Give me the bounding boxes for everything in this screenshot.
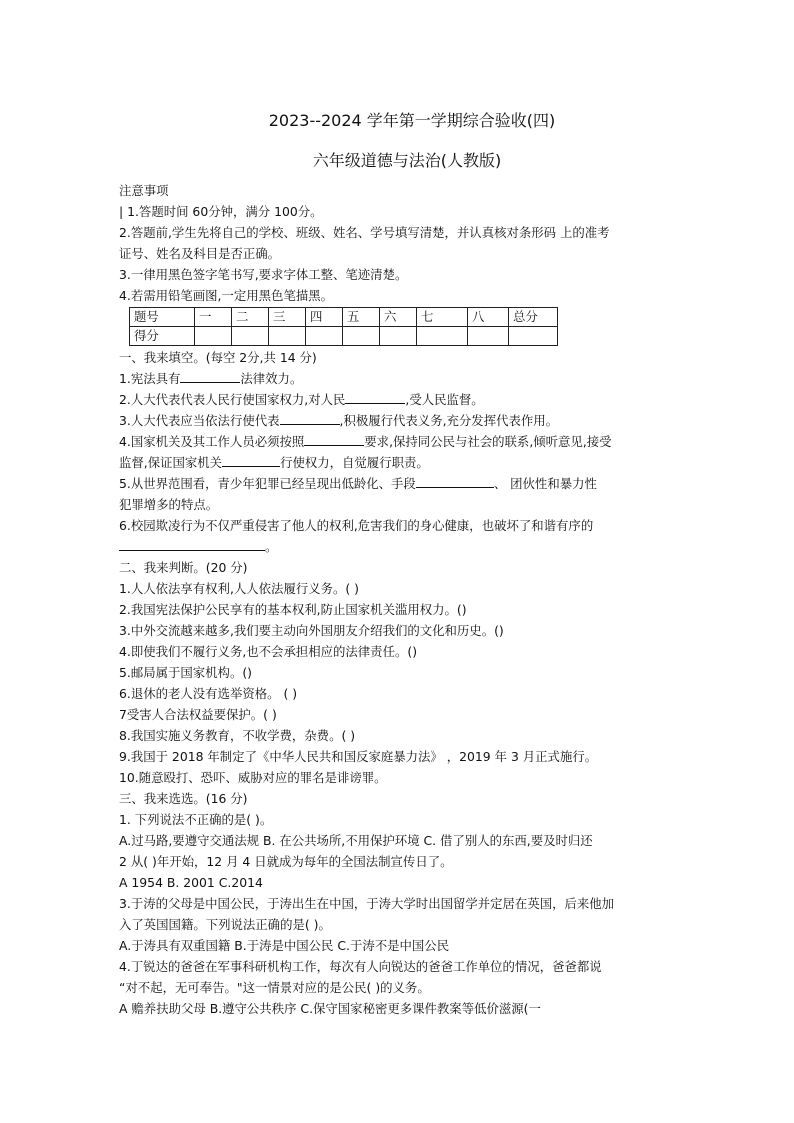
fill-question-4 — [119, 431, 679, 452]
answer-blank[interactable] — [180, 368, 240, 383]
score-input-cell[interactable] — [343, 327, 380, 346]
fill-question-6-cont — [119, 536, 679, 557]
question-text: 。 — [265, 539, 278, 554]
notice-item: 3.一律用黑色签字笔书写,要求字体工整、笔迹清楚。 — [119, 267, 408, 282]
score-cell: 题号 — [130, 308, 195, 327]
notice-item: | 1.答题时间 60分钟，满分 100分。 — [119, 204, 323, 219]
choice-line: 4.丁锐达的爸爸在军事科研机构工作，每次有人向锐达的爸爸工作单位的情况，爸爸都说 — [119, 959, 602, 974]
score-table-header-row — [130, 308, 558, 327]
choice-line: 2 从( )年开始，12 月 4 日就成为每年的全国法制宣传日了。 — [119, 854, 453, 869]
judge-question: 7受害人合法权益要保护。( ) — [119, 707, 277, 722]
question-text: 4.国家机关及其工作人员必须按照 — [119, 434, 305, 449]
question-text: 1.宪法具有 — [119, 371, 181, 386]
answer-blank[interactable] — [119, 536, 265, 551]
question-text: ,受人民监督。 — [405, 392, 484, 407]
choice-line: “对不起，无可奉告。"这一情景对应的是公民( )的义务。 — [119, 980, 430, 995]
score-input-cell[interactable] — [417, 327, 468, 346]
score-table — [129, 307, 558, 346]
notice-item: 4.若需用铅笔画图,一定用黑色笔描黑。 — [119, 288, 334, 303]
choice-line: 1. 下列说法不正确的是( )。 — [119, 812, 273, 827]
question-text: ,积极履行代表义务,充分发挥代表作用。 — [339, 413, 559, 428]
score-cell: 三 — [269, 308, 306, 327]
fill-question-4-cont — [119, 452, 679, 473]
section2-heading: 二、我来判断。(20 分) — [119, 560, 248, 575]
answer-blank[interactable] — [222, 452, 280, 467]
score-input-cell[interactable] — [232, 327, 269, 346]
section1-heading: 一、我来填空。(每空 2分,共 14 分) — [119, 350, 317, 365]
choice-line: A 1954 B. 2001 C.2014 — [119, 875, 263, 890]
exam-body — [119, 180, 679, 1019]
score-input-cell[interactable] — [195, 327, 232, 346]
fill-question-5 — [119, 473, 679, 494]
judge-question: 2.我国宪法保护公民享有的基本权利,防止国家机关滥用权力。() — [119, 602, 467, 617]
answer-blank[interactable] — [280, 410, 340, 425]
notice-item: 证号、姓名及科目是否正确。 — [119, 246, 281, 261]
answer-blank[interactable] — [416, 473, 494, 488]
judge-question: 4.即使我们不履行义务,也不会承担相应的法律责任。() — [119, 644, 418, 659]
score-row-label: 得分 — [130, 327, 195, 346]
judge-question: 5.邮局属于国家机构。() — [119, 665, 253, 680]
score-input-cell[interactable] — [380, 327, 417, 346]
exam-subtitle: 六年级道德与法治(人教版) — [312, 151, 502, 170]
question-text: 2.人大代表代表人民行使国家权力,对人民 — [119, 392, 346, 407]
score-table-score-row — [130, 327, 558, 346]
question-text: 行使权力，自觉履行职责。 — [280, 455, 429, 470]
answer-blank[interactable] — [304, 431, 364, 446]
fill-question-3 — [119, 410, 679, 431]
fill-question-1 — [119, 368, 679, 389]
score-cell: 七 — [417, 308, 468, 327]
choice-line: A.于涛具有双重国籍 B.于涛是中国公民 C.于涛不是中国公民 — [119, 938, 450, 953]
score-input-cell[interactable] — [269, 327, 306, 346]
judge-question: 1.人人依法享有权利,人人依法履行义务。( ) — [119, 581, 360, 596]
score-cell: 四 — [306, 308, 343, 327]
score-cell: 八 — [468, 308, 509, 327]
question-text: 要求,保持同公民与社会的联系,倾听意见,接受 — [364, 434, 612, 449]
fill-question-5-cont: 犯罪增多的特点。 — [119, 497, 219, 512]
score-input-cell[interactable] — [468, 327, 509, 346]
score-cell: 六 — [380, 308, 417, 327]
choice-line: A 赡养扶助父母 B.遵守公共秩序 C.保守国家秘密更多课件教案等低价滋源(一 — [119, 1001, 541, 1016]
exam-title: 2023--2024 学年第一学期综合验收(四) — [268, 111, 556, 130]
notice-heading: 注意事项 — [119, 183, 169, 198]
score-cell: 五 — [343, 308, 380, 327]
score-cell: 一 — [195, 308, 232, 327]
score-cell: 总分 — [509, 308, 558, 327]
question-text: 监督,保证国家机关 — [119, 455, 223, 470]
section3-heading: 三、我来选选。(16 分) — [119, 791, 248, 806]
answer-blank[interactable] — [345, 389, 405, 404]
fill-question-6: 6.校园欺凌行为不仅严重侵害了他人的权利,危害我们的身心健康，也破坏了和谐有序的 — [119, 518, 594, 533]
notice-item: 2.答题前,学生先将自己的学校、班级、姓名、学号填写清楚，并认真核对条形码 上的准考 — [119, 225, 610, 240]
judge-question: 6.退休的老人没有选举资格。 ( ) — [119, 686, 298, 701]
score-input-cell[interactable] — [306, 327, 343, 346]
score-cell: 二 — [232, 308, 269, 327]
question-text: 5.从世界范围看，青少年犯罪已经呈现出低龄化、手段 — [119, 476, 416, 491]
question-text: 法律效力。 — [240, 371, 303, 386]
question-text: 3.人大代表应当依法行使代表 — [119, 413, 280, 428]
choice-line: 3.于涛的父母是中国公民，于涛出生在中国，于涛大学时出国留学并定居在英国，后来他加 — [119, 896, 615, 911]
score-input-cell[interactable] — [509, 327, 558, 346]
judge-question: 3.中外交流越来越多,我们要主动向外国朋友介绍我们的文化和历史。() — [119, 623, 504, 638]
choice-line: A.过马路,要遵守交通法规 B. 在公共场所,不用保护环境 C. 借了别人的东西,要及时归还 — [119, 833, 593, 848]
choice-line: 入了英国国籍。下列说法正确的是( )。 — [119, 917, 331, 932]
question-text: 、 团伙性和暴力性 — [493, 476, 597, 491]
fill-question-2 — [119, 389, 679, 410]
judge-question: 10.随意殴打、恐吓、威胁对应的罪名是诽谤罪。 — [119, 770, 387, 785]
judge-question: 8.我国实施义务教育，不收学费，杂费。( ) — [119, 728, 356, 743]
judge-question: 9.我国于 2018 年制定了《中华人民共和国反家庭暴力法》 ，2019 年 3 月正式施行。 — [119, 749, 598, 764]
